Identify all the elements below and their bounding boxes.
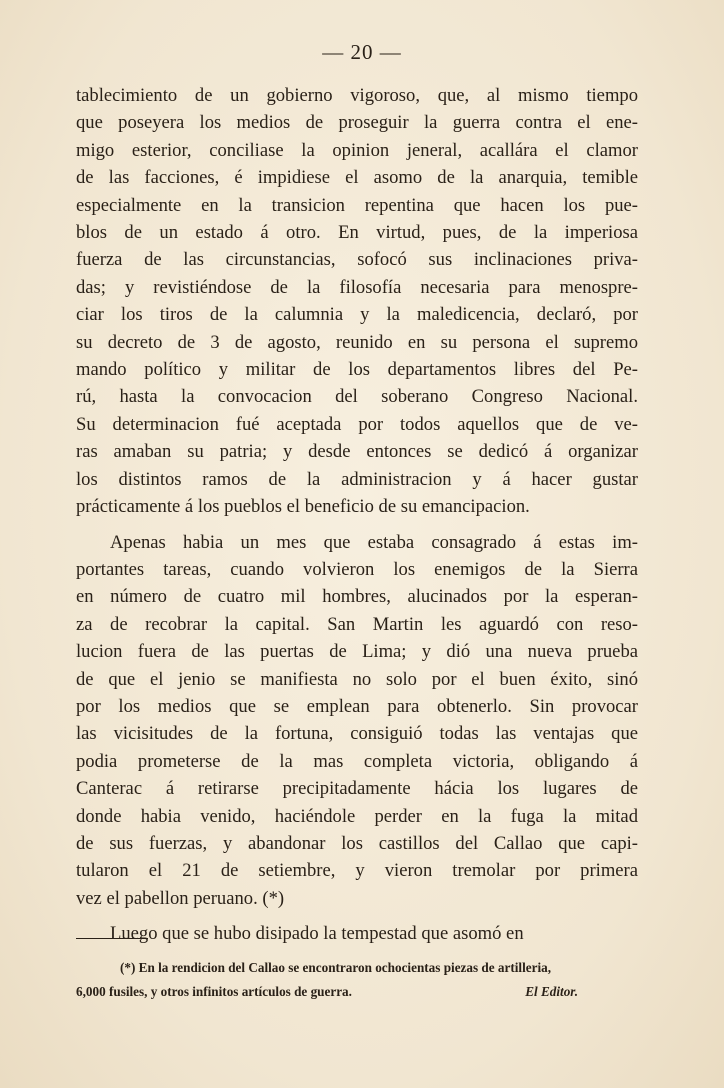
footnote-line-2 — [76, 980, 638, 1004]
text-line: rú, hasta la convocacion del soberano Congreso Nacional. — [76, 386, 638, 408]
text-line: de las facciones, é impidiese el asomo de la anarquia, temible — [76, 167, 638, 189]
text-line: fuerza de las circunstancias, sofocó sus inclinaciones priva- — [76, 249, 638, 271]
text-line: especialmente en la transicion repentina que hacen los pue- — [76, 194, 638, 216]
text-line: blos de un estado á otro. En virtud, pues, de la imperiosa — [76, 222, 638, 244]
paragraph-3 — [76, 920, 638, 947]
text-line: que poseyera los medios de proseguir la guerra contra el ene- — [76, 112, 638, 134]
text-line: za de recobrar la capital. San Martin les aguardó con reso- — [76, 613, 638, 635]
text-line: de que el jenio se manifiesta no solo por el buen éxito, sinó — [76, 668, 638, 690]
text-line: prácticamente á los pueblos el beneficio de su emancipacion. — [76, 496, 530, 518]
footnote — [76, 956, 638, 1004]
footnote-signature: El Editor. — [525, 984, 578, 999]
text-line: portantes tareas, cuando volvieron los enemigos de la Sierra — [76, 558, 638, 580]
footnote-line-1: (*) En la rendicion del Callao se encontraron ochocientas piezas de artilleria, — [120, 960, 552, 975]
text-line: donde habia venido, haciéndole perder en la fuga la mitad — [76, 805, 638, 827]
text-line: ras amaban su patria; y desde entonces se dedicó á organizar — [76, 441, 638, 463]
text-line: por los medios que se emplean para obtenerlo. Sin provocar — [76, 695, 638, 717]
text-line: Apenas habia un mes que estaba consagrado á estas im- — [110, 531, 638, 553]
footnote-rule — [76, 938, 148, 939]
text-line: Luego que se hubo disipado la tempestad que asomó en — [110, 923, 524, 945]
text-line: mando político y militar de los departamentos libres del Pe- — [76, 359, 638, 381]
page-number: — 20 — — [322, 40, 402, 64]
text-line: podia prometerse de la mas completa victoria, obligando á — [76, 750, 638, 772]
text-line: tablecimiento de un gobierno vigoroso, que, al mismo tiempo — [76, 85, 638, 106]
text-line: en número de cuatro mil hombres, alucinados por la esperan- — [76, 586, 638, 608]
text-line: das; y revistiéndose de la filosofía necesaria para menospre- — [76, 276, 638, 298]
text-line: vez el pabellon peruano. (*) — [76, 887, 285, 909]
body-text — [76, 82, 638, 948]
footnote-line-2-text: 6,000 fusiles, y otros infinitos artículos de guerra. — [76, 984, 352, 999]
text-line: Canterac á retirarse precipitadamente hácia los lugares de — [76, 778, 638, 800]
paragraph-1 — [76, 82, 638, 521]
text-line: Su determinacion fué aceptada por todos aquellos que de ve- — [76, 413, 638, 435]
text-line: las vicisitudes de la fortuna, consiguió todas las ventajas que — [76, 723, 638, 745]
text-line: tularon el 21 de setiembre, y vieron tremolar por primera — [76, 860, 638, 882]
text-line: migo esterior, conciliase la opinion jeneral, acallára el clamor — [76, 139, 638, 161]
text-line: lucion fuera de las puertas de Lima; y dió una nueva prueba — [76, 641, 638, 663]
text-line: su decreto de 3 de agosto, reunido en su persona el supremo — [76, 331, 638, 353]
text-line: de sus fuerzas, y abandonar los castillos del Callao que capi- — [76, 832, 638, 854]
text-line: los distintos ramos de la administracion y á hacer gustar — [76, 468, 638, 490]
text-line: ciar los tiros de la calumnia y la maledicencia, declaró, por — [76, 304, 638, 326]
paragraph-2 — [76, 529, 638, 913]
